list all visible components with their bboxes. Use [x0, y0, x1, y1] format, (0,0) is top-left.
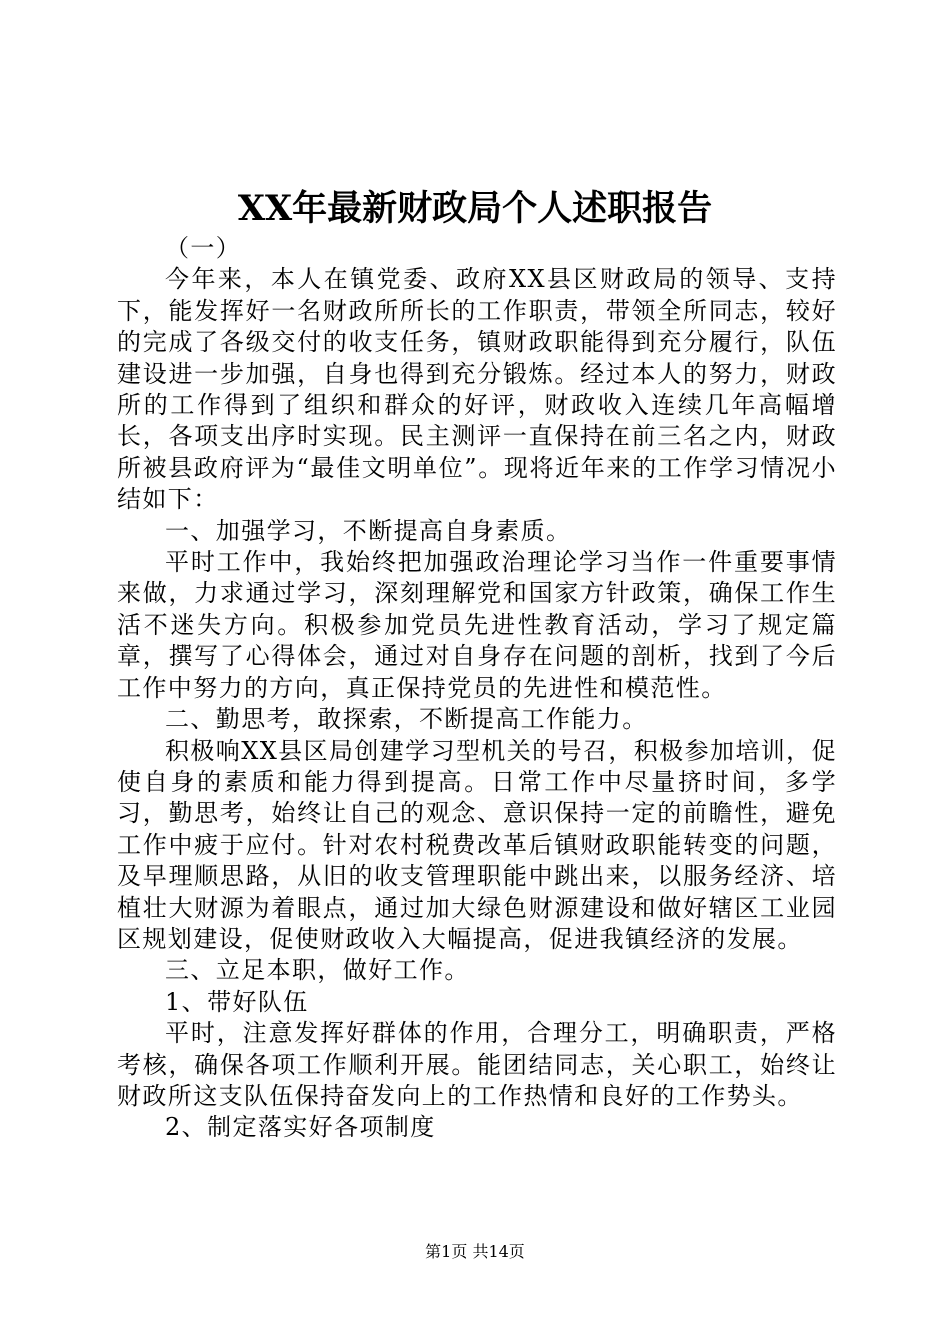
section-heading-2: 二、勤思考，敢探索，不断提高工作能力。: [165, 705, 648, 734]
paragraph-subsection-1: 平时，注意发挥好群体的作用，合理分工，明确职责，严格考核，确保各项工作顺利开展。能团结同志，关心职工，始终让财政所这支队伍保持奋发向上的工作热情和良好的工作势头。: [117, 1019, 837, 1110]
paragraph-section-2: 积极响XX县区局创建学习型机关的号召，积极参加培训，促使自身的素质和能力得到提高。日常工作中尽量挤时间，多学习，勤思考，始终让自己的观念、意识保持一定的前瞻性，避免工作中疲于应付。针对农村税费改革后镇财政职能转变的问题，及早理顺思路，从旧的收支管理职能中跳出来，以服务经济、培植壮大财源为着眼点，通过加大绿色财源建设和做好辖区工业园区规划建设，促使财政收入大幅提高，促进我镇经济的发展。: [117, 736, 837, 953]
page-number-footer: 第1页 共14页: [425, 1242, 525, 1261]
document-body: [117, 233, 837, 1144]
section-heading-3: 三、立足本职，做好工作。: [165, 956, 470, 985]
paragraph-intro: 今年来，本人在镇党委、政府XX县区财政局的领导、支持下，能发挥好一名财政所所长的工作职责，带领全所同志，较好的完成了各级交付的收支任务，镇财政职能得到充分履行，队伍建设进一步加强，自身也得到充分锻炼。经过本人的努力，财政所的工作得到了组织和群众的好评，财政收入连续几年高幅增长，各项支出序时实现。民主测评一直保持在前三名之内，财政所被县政府评为“最佳文明单位”。现将近年来的工作学习情况小结如下：: [117, 265, 837, 514]
paragraph-section-marker: （一）: [165, 234, 242, 262]
subsection-heading-1: 1、带好队伍: [165, 987, 309, 1016]
section-heading-1: 一、加强学习，不断提高自身素质。: [165, 516, 572, 545]
paragraph-section-1: 平时工作中，我始终把加强政治理论学习当作一件重要事情来做，力求通过学习，深刻理解党和国家方针政策，确保工作生活不迷失方向。积极参加党员先进性教育活动，学习了规定篇章，撰写了心得体会，通过对自身存在问题的剖析，找到了今后工作中努力的方向，真正保持党员的先进性和模范性。: [117, 548, 837, 702]
subsection-heading-2: 2、制定落实好各项制度: [165, 1113, 436, 1142]
document-title: XX年最新财政局个人述职报告: [237, 188, 713, 229]
